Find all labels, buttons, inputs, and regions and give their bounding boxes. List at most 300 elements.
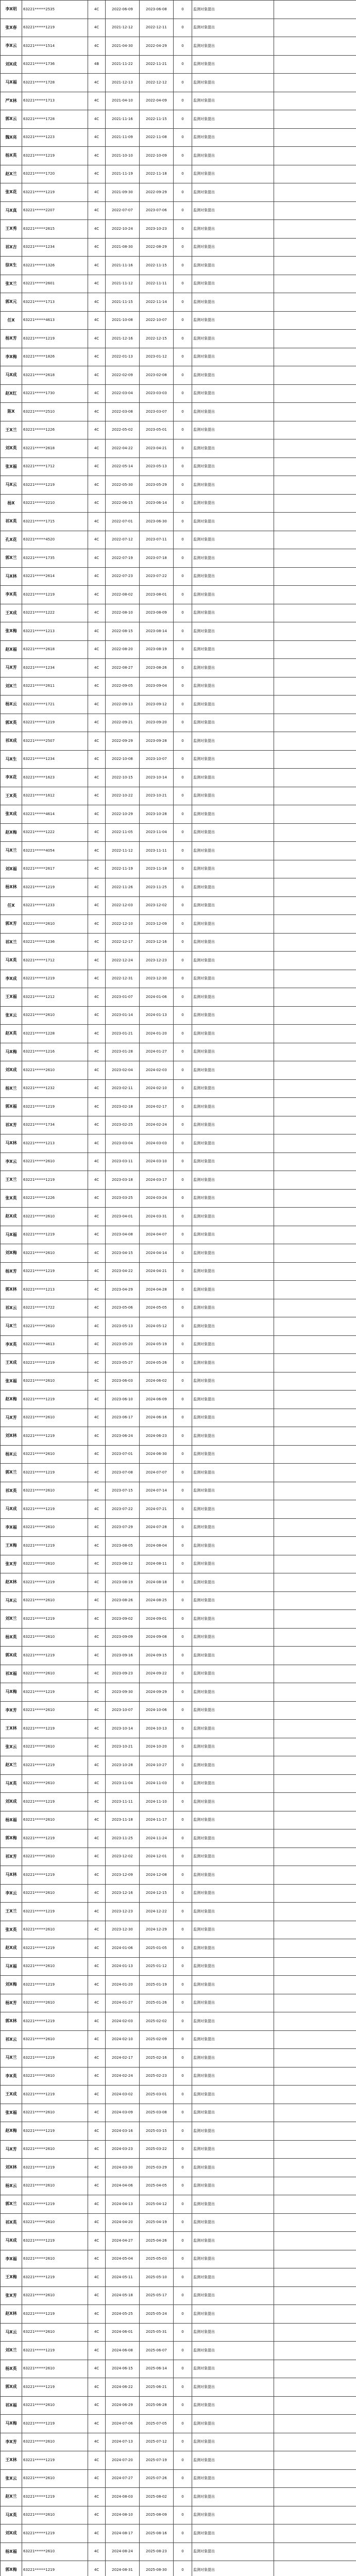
item-cell: 监测对象提出 [192, 1171, 274, 1190]
item-cell: 监测对象提出 [192, 513, 274, 531]
empty-cell [274, 1445, 356, 1464]
end-date-cell: 2023-11-11 [140, 842, 174, 860]
end-date-cell: 2025-04-26 [140, 2232, 174, 2250]
empty-cell [274, 1153, 356, 1171]
empty-cell [274, 677, 356, 696]
id-cell: 63221******1219 [22, 1866, 88, 1885]
empty-cell [274, 2232, 356, 2250]
table-row [1, 988, 356, 1007]
id-cell: 63221******1219 [22, 147, 88, 165]
start-date-cell: 2023-07-08 [106, 1464, 140, 1482]
empty-cell [274, 2067, 356, 2086]
table-row [1, 457, 356, 476]
id-cell: 63221******4613 [22, 311, 88, 330]
empty-cell [274, 1299, 356, 1317]
name-cell: 马X兰 [1, 842, 22, 860]
table-row [1, 1518, 356, 1537]
flag-cell: 0 [174, 201, 192, 220]
level-cell: 4C [88, 1171, 106, 1190]
level-cell: 4C [88, 110, 106, 129]
name-cell: 杨X英 [1, 1628, 22, 1647]
empty-cell [274, 1317, 356, 1336]
name-cell: 郭X兰 [1, 1464, 22, 1482]
id-cell: 63221******1715 [22, 513, 88, 531]
empty-cell [274, 1939, 356, 1958]
end-date-cell: 2023-07-18 [140, 549, 174, 568]
empty-cell [274, 147, 356, 165]
start-date-cell: 2023-08-26 [106, 1591, 140, 1610]
flag-cell: 0 [174, 1756, 192, 1775]
flag-cell: 0 [174, 2488, 192, 2506]
empty-cell [274, 1884, 356, 1903]
table-row [1, 2012, 356, 2031]
end-date-cell: 2022-11-11 [140, 275, 174, 293]
level-cell: 4C [88, 2030, 106, 2049]
empty-cell [274, 750, 356, 769]
flag-cell: 0 [174, 1647, 192, 1665]
level-cell: 4C [88, 1628, 106, 1647]
name-cell: 李X英 [1, 586, 22, 604]
table-row [1, 366, 356, 385]
item-cell: 监测对象提出 [192, 2049, 274, 2067]
empty-cell [274, 201, 356, 220]
table-row [1, 1665, 356, 1683]
empty-cell [274, 55, 356, 74]
start-date-cell: 2024-04-06 [106, 2177, 140, 2195]
item-cell: 监测对象提出 [192, 1061, 274, 1080]
item-cell: 监测对象提出 [192, 823, 274, 842]
id-cell: 63221******2617 [22, 860, 88, 878]
flag-cell: 0 [174, 732, 192, 751]
flag-cell: 0 [174, 1537, 192, 1555]
item-cell: 监测对象提出 [192, 348, 274, 366]
id-cell: 63221******1720 [22, 165, 88, 183]
flag-cell: 0 [174, 677, 192, 696]
item-cell: 监测对象提出 [192, 622, 274, 641]
name-cell: 马X云 [1, 1591, 22, 1610]
start-date-cell: 2024-02-10 [106, 2030, 140, 2049]
level-cell: 4C [88, 567, 106, 586]
end-date-cell: 2023-05-13 [140, 457, 174, 476]
start-date-cell: 2023-05-13 [106, 1317, 140, 1336]
id-cell: 63221******2535 [22, 1, 88, 19]
start-date-cell: 2021-11-22 [106, 55, 140, 74]
flag-cell: 0 [174, 714, 192, 732]
level-cell: 4C [88, 238, 106, 257]
table-row [1, 2433, 356, 2451]
empty-cell [274, 2469, 356, 2488]
end-date-cell: 2022-11-14 [140, 293, 174, 312]
id-cell: 63221******1232 [22, 1079, 88, 1098]
level-cell: 4C [88, 1427, 106, 1446]
item-cell: 监测对象提出 [192, 330, 274, 348]
level-cell: 4C [88, 1116, 106, 1134]
level-cell: 4C [88, 384, 106, 403]
item-cell: 监测对象提出 [192, 1153, 274, 1171]
flag-cell: 0 [174, 769, 192, 787]
empty-cell [274, 1391, 356, 1409]
id-cell: 63221******1219 [22, 19, 88, 37]
flag-cell: 0 [174, 476, 192, 495]
level-cell: 4C [88, 19, 106, 37]
level-cell: 4C [88, 714, 106, 732]
flag-cell: 0 [174, 1079, 192, 1098]
end-date-cell: 2025-01-05 [140, 1939, 174, 1958]
id-cell: 63221******2610 [22, 1482, 88, 1500]
item-cell: 监测对象提出 [192, 2268, 274, 2287]
item-cell: 监测对象提出 [192, 1354, 274, 1372]
start-date-cell: 2024-06-15 [106, 2360, 140, 2378]
level-cell: 4C [88, 2104, 106, 2122]
empty-cell [274, 896, 356, 915]
table-row [1, 476, 356, 495]
level-cell: 4B [88, 55, 106, 74]
item-cell: 监测对象提出 [192, 1939, 274, 1958]
flag-cell: 0 [174, 2433, 192, 2451]
start-date-cell: 2021-10-10 [106, 147, 140, 165]
level-cell: 4C [88, 183, 106, 202]
start-date-cell: 2022-07-23 [106, 567, 140, 586]
empty-cell [274, 952, 356, 970]
name-cell: 马X芳 [1, 659, 22, 677]
id-cell: 63221******2610 [22, 1445, 88, 1464]
level-cell: 4C [88, 403, 106, 421]
table-row [1, 1061, 356, 1080]
flag-cell: 0 [174, 2360, 192, 2378]
id-cell: 63221******2610 [22, 1518, 88, 1537]
empty-cell [274, 1335, 356, 1354]
item-cell: 监测对象提出 [192, 275, 274, 293]
flag-cell: 0 [174, 2232, 192, 2250]
level-cell: 4C [88, 293, 106, 312]
table-row [1, 1976, 356, 1994]
item-cell: 监测对象提出 [192, 604, 274, 622]
name-cell: 刘X成 [1, 1061, 22, 1080]
flag-cell: 0 [174, 988, 192, 1007]
start-date-cell: 2023-09-09 [106, 1628, 140, 1647]
name-cell: 郭X元 [1, 293, 22, 312]
end-date-cell: 2023-06-30 [140, 513, 174, 531]
id-cell: 63221******2610 [22, 2506, 88, 2524]
end-date-cell: 2024-10-20 [140, 1738, 174, 1756]
flag-cell: 0 [174, 604, 192, 622]
end-date-cell: 2024-01-20 [140, 1025, 174, 1043]
flag-cell: 0 [174, 1171, 192, 1190]
id-cell: 63221******1219 [22, 2342, 88, 2360]
end-date-cell: 2025-04-19 [140, 2213, 174, 2232]
id-cell: 63221******1219 [22, 2086, 88, 2104]
name-cell: 祁X成 [1, 732, 22, 751]
id-cell: 63221******1219 [22, 1098, 88, 1116]
name-cell: 马X云 [1, 2323, 22, 2342]
id-cell: 63221******1219 [22, 1976, 88, 1994]
table-row [1, 2140, 356, 2159]
end-date-cell: 2024-09-29 [140, 1683, 174, 1702]
start-date-cell: 2023-07-22 [106, 1500, 140, 1519]
table-row [1, 183, 356, 202]
start-date-cell: 2024-04-20 [106, 2213, 140, 2232]
level-cell: 4C [88, 988, 106, 1007]
empty-cell [274, 1976, 356, 1994]
empty-cell [274, 1756, 356, 1775]
id-cell: 63221******2611 [22, 677, 88, 696]
empty-cell [274, 1500, 356, 1519]
item-cell: 监测对象提出 [192, 1244, 274, 1263]
level-cell: 4C [88, 2177, 106, 2195]
empty-cell [274, 1903, 356, 1921]
table-row [1, 604, 356, 622]
end-date-cell: 2023-03-07 [140, 403, 174, 421]
table-row [1, 878, 356, 897]
flag-cell: 0 [174, 1281, 192, 1299]
empty-cell [274, 19, 356, 37]
flag-cell: 0 [174, 1701, 192, 1720]
id-cell: 63221******1226 [22, 421, 88, 439]
name-cell: 郭X成 [1, 2378, 22, 2397]
flag-cell: 0 [174, 1335, 192, 1354]
table-row [1, 311, 356, 330]
item-cell: 监测对象提出 [192, 2250, 274, 2268]
id-cell: 63221******1219 [22, 1756, 88, 1775]
flag-cell: 0 [174, 842, 192, 860]
end-date-cell: 2024-07-21 [140, 1500, 174, 1519]
empty-cell [274, 1647, 356, 1665]
end-date-cell: 2023-08-19 [140, 640, 174, 659]
level-cell: 4C [88, 1189, 106, 1208]
item-cell: 监测对象提出 [192, 2433, 274, 2451]
item-cell: 监测对象提出 [192, 714, 274, 732]
level-cell: 4C [88, 2543, 106, 2561]
end-date-cell: 2023-12-09 [140, 915, 174, 934]
id-cell: 63221******2507 [22, 732, 88, 751]
name-cell: 马X真 [1, 201, 22, 220]
end-date-cell: 2023-04-21 [140, 439, 174, 458]
start-date-cell: 2021-11-19 [106, 165, 140, 183]
start-date-cell: 2024-05-18 [106, 2286, 140, 2305]
end-date-cell: 2025-06-14 [140, 2360, 174, 2378]
level-cell: 4C [88, 2286, 106, 2305]
empty-cell [274, 659, 356, 677]
level-cell: 4C [88, 1025, 106, 1043]
name-cell: 赵X英 [1, 1025, 22, 1043]
id-cell: 63221******1234 [22, 238, 88, 257]
item-cell: 监测对象提出 [192, 805, 274, 824]
flag-cell: 0 [174, 2378, 192, 2397]
level-cell: 4C [88, 696, 106, 714]
id-cell: 63221******1219 [22, 970, 88, 988]
table-row [1, 1628, 356, 1647]
id-cell: 63221******2610 [22, 2067, 88, 2086]
id-cell: 63221******2610 [22, 2030, 88, 2049]
table-row [1, 860, 356, 878]
start-date-cell: 2021-11-12 [106, 275, 140, 293]
end-date-cell: 2025-02-09 [140, 2030, 174, 2049]
start-date-cell: 2024-06-29 [106, 2396, 140, 2415]
id-cell: 63221******1219 [22, 1683, 88, 1702]
level-cell: 4C [88, 1610, 106, 1629]
name-cell: 郭X林 [1, 1281, 22, 1299]
table-row [1, 1903, 356, 1921]
start-date-cell: 2023-01-28 [106, 1043, 140, 1061]
empty-cell [274, 92, 356, 110]
id-cell: 63221******1736 [22, 55, 88, 74]
empty-cell [274, 1043, 356, 1061]
name-cell: 刘X林 [1, 1427, 22, 1446]
end-date-cell: 2024-10-27 [140, 1756, 174, 1775]
name-cell: 郭X芳 [1, 915, 22, 934]
name-cell: 郭X英 [1, 714, 22, 732]
flag-cell: 0 [174, 622, 192, 641]
start-date-cell: 2022-11-26 [106, 878, 140, 897]
flag-cell: 0 [174, 696, 192, 714]
table-row [1, 1153, 356, 1171]
flag-cell: 0 [174, 439, 192, 458]
id-cell: 63221******1213 [22, 1281, 88, 1299]
table-row [1, 37, 356, 56]
name-cell: 马X英 [1, 2506, 22, 2524]
id-cell: 63221******2601 [22, 275, 88, 293]
flag-cell: 0 [174, 750, 192, 769]
empty-cell [274, 1811, 356, 1829]
table-row [1, 1884, 356, 1903]
end-date-cell: 2022-11-15 [140, 257, 174, 275]
empty-cell [274, 933, 356, 952]
end-date-cell: 2025-08-23 [140, 2543, 174, 2561]
level-cell: 4C [88, 896, 106, 915]
item-cell: 监测对象提出 [192, 2524, 274, 2543]
level-cell: 4C [88, 1354, 106, 1372]
item-cell: 监测对象提出 [192, 1921, 274, 1939]
name-cell: 李X花 [1, 769, 22, 787]
table-row [1, 2286, 356, 2305]
table-row [1, 896, 356, 915]
end-date-cell: 2024-11-10 [140, 1793, 174, 1811]
flag-cell: 0 [174, 1793, 192, 1811]
start-date-cell: 2022-07-01 [106, 513, 140, 531]
start-date-cell: 2023-10-14 [106, 1720, 140, 1738]
id-cell: 63221******1219 [22, 1903, 88, 1921]
start-date-cell: 2024-01-06 [106, 1939, 140, 1958]
name-cell: 马X成 [1, 366, 22, 385]
table-row [1, 421, 356, 439]
table-row [1, 1994, 356, 2012]
name-cell: 刘X兰 [1, 677, 22, 696]
table-row [1, 1281, 356, 1299]
end-date-cell: 2024-06-30 [140, 1445, 174, 1464]
level-cell: 4C [88, 348, 106, 366]
id-cell: 63221******1826 [22, 348, 88, 366]
item-cell: 监测对象提出 [192, 457, 274, 476]
flag-cell: 0 [174, 2049, 192, 2067]
empty-cell [274, 128, 356, 147]
flag-cell: 0 [174, 2122, 192, 2141]
id-cell: 63221******2618 [22, 640, 88, 659]
id-cell: 63221******1219 [22, 476, 88, 495]
start-date-cell: 2024-08-03 [106, 2488, 140, 2506]
table-row [1, 403, 356, 421]
level-cell: 4C [88, 531, 106, 549]
level-cell: 4C [88, 1701, 106, 1720]
id-cell: 63221******1219 [22, 1171, 88, 1190]
start-date-cell: 2022-01-13 [106, 348, 140, 366]
start-date-cell: 2022-07-12 [106, 531, 140, 549]
name-cell: 祁X芳 [1, 1848, 22, 1866]
id-cell: 63221******1735 [22, 549, 88, 568]
flag-cell: 0 [174, 970, 192, 988]
end-date-cell: 2023-11-18 [140, 860, 174, 878]
item-cell: 监测对象提出 [192, 1555, 274, 1573]
level-cell: 4C [88, 1518, 106, 1537]
level-cell: 4C [88, 1976, 106, 1994]
empty-cell [274, 2415, 356, 2433]
id-cell: 63221******2610 [22, 1811, 88, 1829]
table-row [1, 1738, 356, 1756]
flag-cell: 0 [174, 1226, 192, 1244]
end-date-cell: 2022-12-11 [140, 19, 174, 37]
start-date-cell: 2021-04-10 [106, 92, 140, 110]
flag-cell: 0 [174, 403, 192, 421]
name-cell: 杨X福 [1, 2543, 22, 2561]
name-cell: 李X云 [1, 1153, 22, 1171]
start-date-cell: 2023-01-21 [106, 1025, 140, 1043]
item-cell: 监测对象提出 [192, 2104, 274, 2122]
empty-cell [274, 1464, 356, 1482]
level-cell: 4C [88, 1774, 106, 1793]
flag-cell: 0 [174, 1, 192, 19]
end-date-cell: 2024-03-24 [140, 1189, 174, 1208]
level-cell: 4C [88, 1445, 106, 1464]
table-row [1, 1208, 356, 1226]
level-cell: 4C [88, 1409, 106, 1427]
empty-cell [274, 2030, 356, 2049]
table-row [1, 622, 356, 641]
table-row [1, 55, 356, 74]
id-cell: 63221******1219 [22, 330, 88, 348]
name-cell: 张X春 [1, 19, 22, 37]
id-cell: 63221******1219 [22, 586, 88, 604]
empty-cell [274, 1665, 356, 1683]
flag-cell: 0 [174, 1372, 192, 1391]
empty-cell [274, 2286, 356, 2305]
flag-cell: 0 [174, 457, 192, 476]
name-cell: 杨X林 [1, 878, 22, 897]
empty-cell [274, 1372, 356, 1391]
end-date-cell: 2024-08-18 [140, 1573, 174, 1592]
item-cell: 监测对象提出 [192, 19, 274, 37]
table-row [1, 2195, 356, 2214]
empty-cell [274, 2012, 356, 2031]
id-cell: 63221******1219 [22, 2378, 88, 2397]
item-cell: 监测对象提出 [192, 1866, 274, 1885]
table-row [1, 1262, 356, 1281]
start-date-cell: 2023-09-30 [106, 1683, 140, 1702]
start-date-cell: 2023-09-23 [106, 1665, 140, 1683]
level-cell: 4C [88, 330, 106, 348]
name-cell: 祁X芳 [1, 1116, 22, 1134]
start-date-cell: 2024-07-27 [106, 2469, 140, 2488]
level-cell: 4C [88, 1903, 106, 1921]
table-row [1, 2030, 356, 2049]
end-date-cell: 2025-07-19 [140, 2451, 174, 2470]
id-cell: 63221******2610 [22, 1061, 88, 1080]
start-date-cell: 2021-12-16 [106, 330, 140, 348]
flag-cell: 0 [174, 1976, 192, 1994]
id-cell: 63221******1226 [22, 1189, 88, 1208]
flag-cell: 0 [174, 2286, 192, 2305]
item-cell: 监测对象提出 [192, 1134, 274, 1153]
end-date-cell: 2024-08-11 [140, 1555, 174, 1573]
table-row [1, 2067, 356, 2086]
